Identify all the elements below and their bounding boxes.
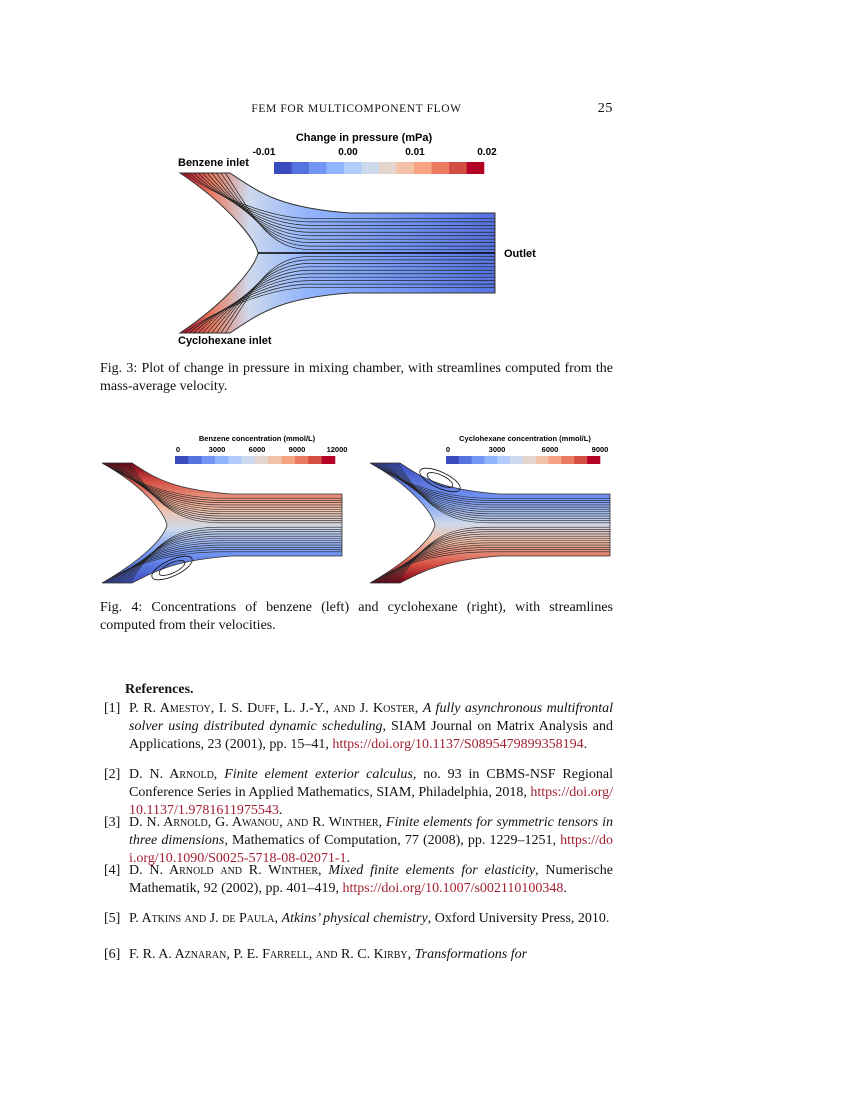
reference-number: [3]: [104, 815, 121, 830]
figure-3: [170, 128, 550, 348]
colorbar-segment: [432, 162, 450, 174]
reference-doi-link[interactable]: https://doi.org/10.1137/1.9781611975543: [129, 785, 613, 818]
colorbar-segment: [562, 456, 575, 464]
reference-title: Transformations for: [414, 947, 528, 962]
reference-doi-link[interactable]: https://doi.org/10.1137/S0895479899358194: [332, 737, 584, 752]
figure-4-right: [370, 430, 620, 585]
reference-number: [4]: [104, 863, 121, 878]
fig4-left-colorbar: [175, 456, 335, 464]
reference-title: Finite elements for symmetric tensors in three dimensions: [129, 815, 613, 848]
reference-doi-link[interactable]: https://doi.org/10.1090/S0025-5718-08-02071-1: [129, 833, 613, 866]
fig4-left-tick: 3000: [208, 445, 226, 454]
cyclohexane-inlet-label: Cyclohexane inlet: [178, 335, 272, 347]
reference-title: Finite element exterior calculus: [224, 767, 413, 782]
colorbar-segment: [308, 456, 322, 464]
fig4-right-title: Cyclohexane concentration (mmol/L): [459, 434, 591, 443]
fig4-left-tick: 6000: [248, 445, 266, 454]
fig4-right-tick: 6000: [541, 445, 559, 454]
reference-authors: D. N. Arnold and R. Winther,: [129, 863, 329, 878]
colorbar-segment: [472, 456, 485, 464]
colorbar-segment: [446, 456, 459, 464]
colorbar-segment: [523, 456, 536, 464]
colorbar-segment: [228, 456, 242, 464]
colorbar-segment: [397, 162, 415, 174]
reference-details: , no. 93 in CBMS-NSF Regional Conference Series in Applied Mathematics, SIAM, Philadelphia, 2018,: [129, 767, 613, 800]
reference-authors: D. N. Arnold, G. Awanou, and R. Winther,: [129, 815, 386, 830]
reference-details: , Oxford University Press, 2010.: [427, 911, 610, 926]
page-number: 25: [597, 101, 613, 116]
colorbar-segment: [587, 456, 600, 464]
fig4-left-tick: 0: [175, 445, 181, 454]
fig3-tick-label: 0.00: [338, 147, 358, 158]
colorbar-segment: [362, 162, 380, 174]
colorbar-segment: [327, 162, 345, 174]
fig3-tick-label: 0.02: [477, 147, 497, 158]
figure-4-caption: Fig. 4: Concentrations of benzene (left) and cyclohexane (right), with streamlines computed from their velocities.: [100, 600, 613, 633]
colorbar-segment: [188, 456, 202, 464]
reference-item: [3] D. N. Arnold, G. Awanou, and R. Winther, Finite elements for symmetric tensors in three dimensions, Mathematics of Computation, 77 (2008), pp. 1229–1251, https://doi.org/10.1090/S0025-5718-08-02071-1.: [104, 815, 613, 866]
colorbar-segment: [242, 456, 256, 464]
colorbar-segment: [497, 456, 510, 464]
colorbar-segment: [344, 162, 362, 174]
colorbar-segment: [467, 162, 485, 174]
colorbar-segment: [510, 456, 523, 464]
fig4-left-tick: 12000: [326, 445, 348, 454]
colorbar-segment: [292, 162, 310, 174]
fig3-colorbar-title: Change in pressure (mPa): [295, 132, 433, 144]
fig4-left-title: Benzene concentration (mmol/L): [198, 434, 316, 443]
colorbar-segment: [282, 456, 296, 464]
colorbar-segment: [274, 162, 292, 174]
fig4-right-colorbar: [446, 456, 600, 464]
reference-title: A fully asynchronous multifrontal solver using distributed dynamic scheduling: [129, 701, 614, 734]
colorbar-segment: [255, 456, 269, 464]
fig3-tick-label: -0.01: [252, 147, 276, 158]
reference-title: Mixed finite elements for elasticity: [328, 863, 536, 878]
colorbar-segment: [536, 456, 549, 464]
reference-item: [104, 910, 613, 928]
colorbar-segment: [215, 456, 229, 464]
colorbar-segment: [268, 456, 282, 464]
fig4-right-tick: 0: [445, 445, 451, 454]
reference-item: [104, 946, 613, 964]
benzene-inlet-label: Benzene inlet: [178, 157, 249, 169]
colorbar-segment: [459, 456, 472, 464]
colorbar-segment: [549, 456, 562, 464]
reference-number: [5]: [104, 911, 121, 926]
reference-title: Atkins’ physical chemistry: [281, 911, 428, 926]
fig3-tick-label: 0.01: [405, 147, 425, 158]
colorbar-segment: [202, 456, 216, 464]
reference-authors: P. Atkins and J. de Paula,: [129, 911, 282, 926]
reference-item: [2] D. N. Arnold, Finite element exterior calculus, no. 93 in CBMS-NSF Regional Conference Series in Applied Mathematics, SIAM, Philadelphia, 2018, https://doi.org/10.1137/1.9781611975543.: [104, 767, 613, 818]
colorbar-segment: [379, 162, 397, 174]
references-heading: References.: [125, 682, 194, 697]
reference-item: [1] P. R. Amestoy, I. S. Duff, L. J.-Y., and J. Koster, A fully asynchronous multifrontal solver using distributed dynamic scheduling, SIAM Journal on Matrix Analysis and Applications, 23 (2001), pp. 15–41, https://doi.org/10.1137/S0895479899358194.: [104, 701, 614, 752]
colorbar-segment: [574, 456, 587, 464]
fig4-right-tick: 3000: [488, 445, 506, 454]
reference-number: [6]: [104, 947, 121, 962]
reference-details: , Numerische Mathematik, 92 (2002), pp. 401–419,: [129, 863, 613, 896]
colorbar-segment: [309, 162, 327, 174]
colorbar-segment: [414, 162, 432, 174]
fig4-left-tick: 9000: [288, 445, 306, 454]
fig4-right-tick: 9000: [591, 445, 609, 454]
outlet-label: Outlet: [504, 248, 536, 260]
reference-item: [4] D. N. Arnold and R. Winther, Mixed finite elements for elasticity, Numerische Mathematik, 92 (2002), pp. 401–419, https://doi.org/10.1007/s002110100348.: [104, 863, 613, 896]
reference-details: , Mathematics of Computation, 77 (2008), pp. 1229–1251,: [224, 833, 561, 848]
reference-details: , SIAM Journal on Matrix Analysis and Applications, 23 (2001), pp. 15–41,: [129, 719, 614, 752]
figure-4-left: [102, 430, 352, 585]
reference-number: [1]: [104, 701, 121, 716]
colorbar-segment: [449, 162, 467, 174]
fig3-colorbar: [274, 162, 484, 174]
colorbar-segment: [295, 456, 309, 464]
reference-number: [2]: [104, 767, 121, 782]
colorbar-segment: [485, 456, 498, 464]
running-head-title: FEM FOR MULTICOMPONENT FLOW: [251, 103, 462, 115]
reference-doi-link[interactable]: https://doi.org/10.1007/s002110100348: [342, 881, 564, 896]
figure-3-caption: Fig. 3: Plot of change in pressure in mixing chamber, with streamlines computed from the mass-average velocity.: [100, 361, 613, 394]
reference-authors: D. N. Arnold,: [129, 767, 225, 782]
reference-authors: F. R. A. Aznaran, P. E. Farrell, and R. C. Kirby,: [129, 947, 415, 962]
colorbar-segment: [322, 456, 336, 464]
colorbar-segment: [175, 456, 189, 464]
reference-authors: P. R. Amestoy, I. S. Duff, L. J.-Y., and J. Koster,: [129, 701, 423, 716]
